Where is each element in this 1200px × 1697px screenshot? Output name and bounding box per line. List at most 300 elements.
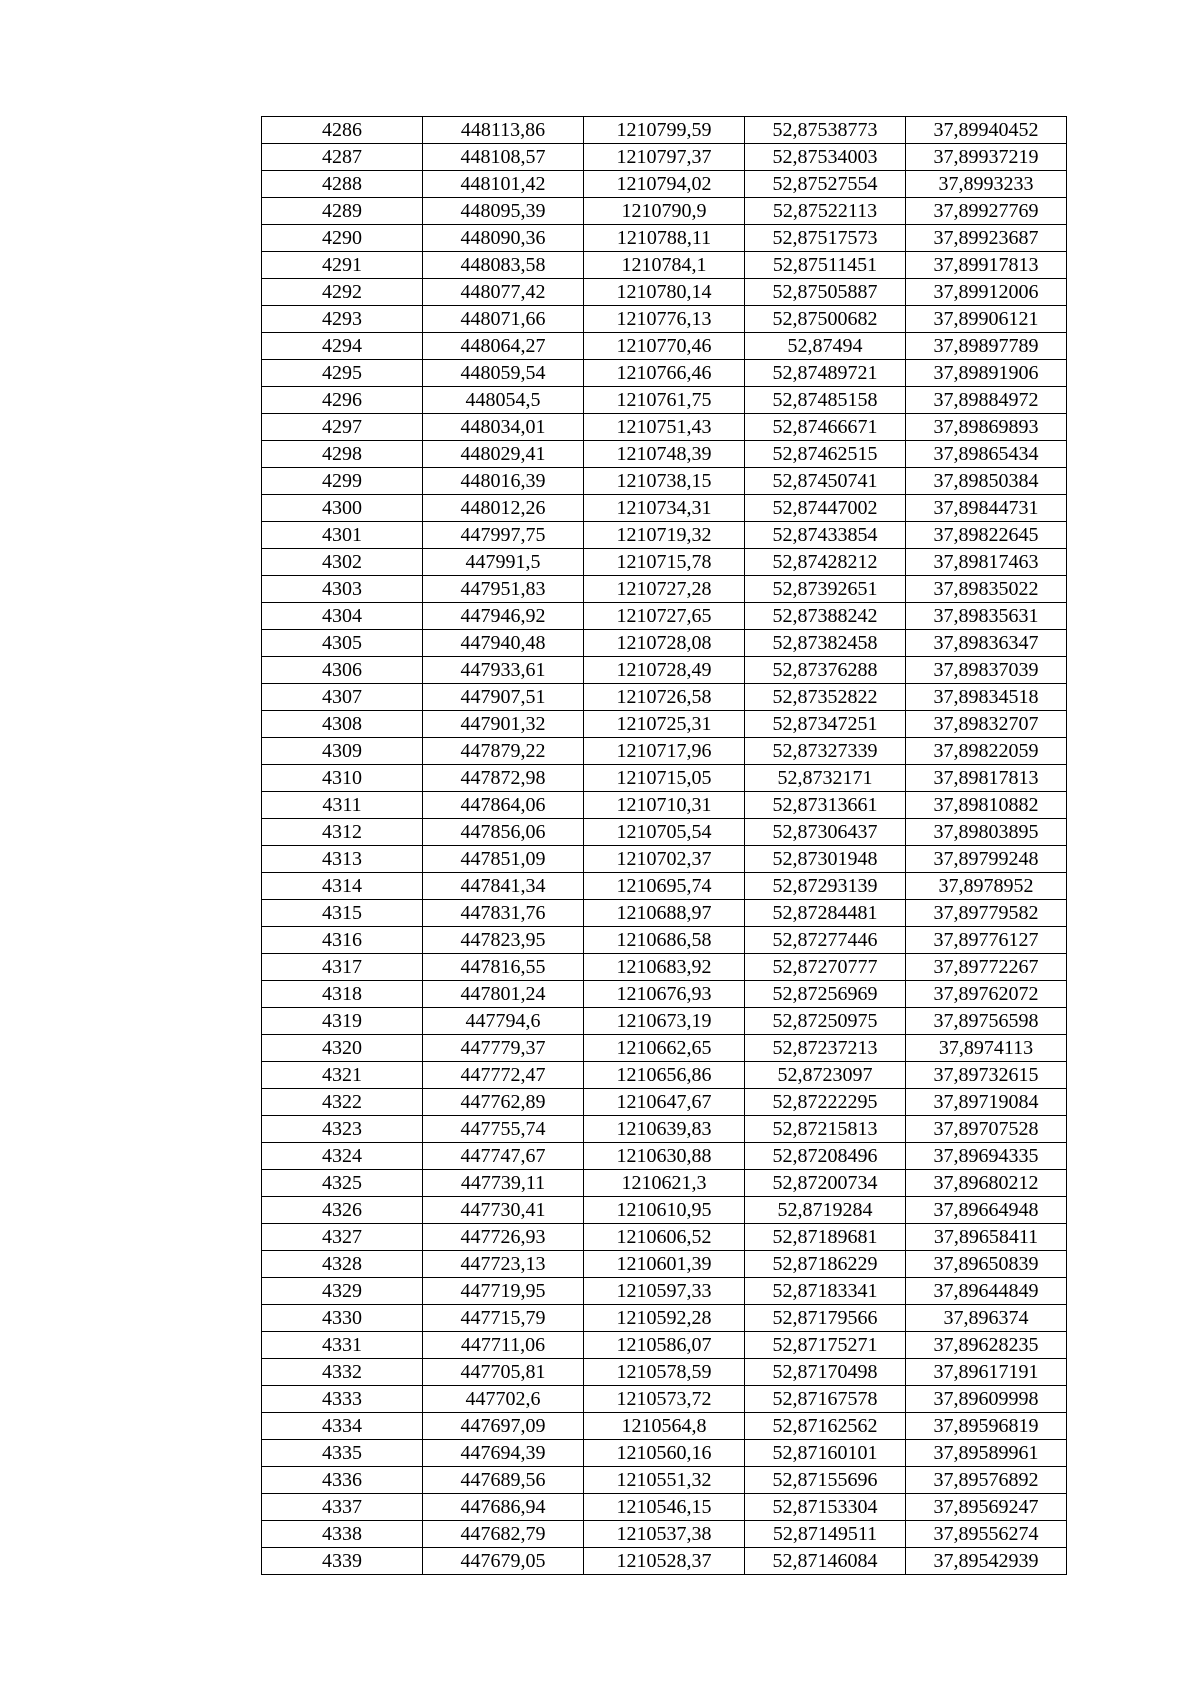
longitude-cell: 37,89835631 (906, 603, 1067, 630)
point-number-cell: 4323 (262, 1116, 423, 1143)
table-row (262, 927, 1067, 954)
y-coordinate-cell: 1210715,78 (584, 549, 745, 576)
x-coordinate-cell: 448108,57 (423, 144, 584, 171)
latitude-cell: 52,87447002 (745, 495, 906, 522)
table-row (262, 1386, 1067, 1413)
table-row (262, 738, 1067, 765)
longitude-cell: 37,89658411 (906, 1224, 1067, 1251)
y-coordinate-cell: 1210797,37 (584, 144, 745, 171)
point-number-cell: 4315 (262, 900, 423, 927)
point-number-cell: 4334 (262, 1413, 423, 1440)
table-row (262, 873, 1067, 900)
longitude-cell: 37,8974113 (906, 1035, 1067, 1062)
x-coordinate-cell: 447747,67 (423, 1143, 584, 1170)
table-row (262, 684, 1067, 711)
latitude-cell: 52,8723097 (745, 1062, 906, 1089)
table-row (262, 225, 1067, 252)
longitude-cell: 37,89912006 (906, 279, 1067, 306)
latitude-cell: 52,87306437 (745, 819, 906, 846)
longitude-cell: 37,89756598 (906, 1008, 1067, 1035)
table-row (262, 279, 1067, 306)
table-row (262, 1170, 1067, 1197)
point-number-cell: 4337 (262, 1494, 423, 1521)
longitude-cell: 37,89707528 (906, 1116, 1067, 1143)
table-row (262, 765, 1067, 792)
longitude-cell: 37,89865434 (906, 441, 1067, 468)
longitude-cell: 37,89937219 (906, 144, 1067, 171)
longitude-cell: 37,89772267 (906, 954, 1067, 981)
point-number-cell: 4290 (262, 225, 423, 252)
y-coordinate-cell: 1210662,65 (584, 1035, 745, 1062)
latitude-cell: 52,87162562 (745, 1413, 906, 1440)
x-coordinate-cell: 448083,58 (423, 252, 584, 279)
longitude-cell: 37,89694335 (906, 1143, 1067, 1170)
y-coordinate-cell: 1210710,31 (584, 792, 745, 819)
latitude-cell: 52,87522113 (745, 198, 906, 225)
latitude-cell: 52,8732171 (745, 765, 906, 792)
latitude-cell: 52,87517573 (745, 225, 906, 252)
latitude-cell: 52,87489721 (745, 360, 906, 387)
x-coordinate-cell: 447755,74 (423, 1116, 584, 1143)
latitude-cell: 52,87527554 (745, 171, 906, 198)
longitude-cell: 37,89810882 (906, 792, 1067, 819)
y-coordinate-cell: 1210610,95 (584, 1197, 745, 1224)
x-coordinate-cell: 447779,37 (423, 1035, 584, 1062)
point-number-cell: 4305 (262, 630, 423, 657)
latitude-cell: 52,87534003 (745, 144, 906, 171)
table-row (262, 414, 1067, 441)
longitude-cell: 37,8978952 (906, 873, 1067, 900)
x-coordinate-cell: 448090,36 (423, 225, 584, 252)
x-coordinate-cell: 447719,95 (423, 1278, 584, 1305)
x-coordinate-cell: 447715,79 (423, 1305, 584, 1332)
y-coordinate-cell: 1210621,3 (584, 1170, 745, 1197)
point-number-cell: 4333 (262, 1386, 423, 1413)
y-coordinate-cell: 1210715,05 (584, 765, 745, 792)
table-row (262, 1413, 1067, 1440)
latitude-cell: 52,87186229 (745, 1251, 906, 1278)
x-coordinate-cell: 447705,81 (423, 1359, 584, 1386)
point-number-cell: 4300 (262, 495, 423, 522)
longitude-cell: 37,89799248 (906, 846, 1067, 873)
point-number-cell: 4332 (262, 1359, 423, 1386)
y-coordinate-cell: 1210751,43 (584, 414, 745, 441)
x-coordinate-cell: 447946,92 (423, 603, 584, 630)
latitude-cell: 52,87485158 (745, 387, 906, 414)
latitude-cell: 52,87208496 (745, 1143, 906, 1170)
x-coordinate-cell: 447933,61 (423, 657, 584, 684)
x-coordinate-cell: 447816,55 (423, 954, 584, 981)
longitude-cell: 37,89836347 (906, 630, 1067, 657)
table-row (262, 549, 1067, 576)
longitude-cell: 37,89596819 (906, 1413, 1067, 1440)
table-row (262, 387, 1067, 414)
latitude-cell: 52,87149511 (745, 1521, 906, 1548)
table-row (262, 171, 1067, 198)
x-coordinate-cell: 447864,06 (423, 792, 584, 819)
point-number-cell: 4316 (262, 927, 423, 954)
point-number-cell: 4335 (262, 1440, 423, 1467)
x-coordinate-cell: 448034,01 (423, 414, 584, 441)
y-coordinate-cell: 1210788,11 (584, 225, 745, 252)
latitude-cell: 52,87215813 (745, 1116, 906, 1143)
point-number-cell: 4286 (262, 117, 423, 144)
latitude-cell: 52,87155696 (745, 1467, 906, 1494)
x-coordinate-cell: 447697,09 (423, 1413, 584, 1440)
point-number-cell: 4309 (262, 738, 423, 765)
point-number-cell: 4303 (262, 576, 423, 603)
y-coordinate-cell: 1210686,58 (584, 927, 745, 954)
point-number-cell: 4304 (262, 603, 423, 630)
table-row (262, 1224, 1067, 1251)
y-coordinate-cell: 1210719,32 (584, 522, 745, 549)
y-coordinate-cell: 1210528,37 (584, 1548, 745, 1575)
x-coordinate-cell: 447991,5 (423, 549, 584, 576)
x-coordinate-cell: 448101,42 (423, 171, 584, 198)
longitude-cell: 37,89844731 (906, 495, 1067, 522)
x-coordinate-cell: 447682,79 (423, 1521, 584, 1548)
x-coordinate-cell: 447730,41 (423, 1197, 584, 1224)
x-coordinate-cell: 447702,6 (423, 1386, 584, 1413)
y-coordinate-cell: 1210728,49 (584, 657, 745, 684)
point-number-cell: 4302 (262, 549, 423, 576)
table-row (262, 1143, 1067, 1170)
latitude-cell: 52,87183341 (745, 1278, 906, 1305)
x-coordinate-cell: 447841,34 (423, 873, 584, 900)
y-coordinate-cell: 1210705,54 (584, 819, 745, 846)
longitude-cell: 37,89576892 (906, 1467, 1067, 1494)
table-row (262, 1251, 1067, 1278)
table-row (262, 360, 1067, 387)
x-coordinate-cell: 447679,05 (423, 1548, 584, 1575)
point-number-cell: 4296 (262, 387, 423, 414)
point-number-cell: 4320 (262, 1035, 423, 1062)
y-coordinate-cell: 1210766,46 (584, 360, 745, 387)
table-row (262, 846, 1067, 873)
table-row (262, 576, 1067, 603)
longitude-cell: 37,89884972 (906, 387, 1067, 414)
longitude-cell: 37,89850384 (906, 468, 1067, 495)
latitude-cell: 52,87382458 (745, 630, 906, 657)
point-number-cell: 4329 (262, 1278, 423, 1305)
longitude-cell: 37,89835022 (906, 576, 1067, 603)
latitude-cell: 52,87494 (745, 333, 906, 360)
table-row (262, 1359, 1067, 1386)
longitude-cell: 37,89556274 (906, 1521, 1067, 1548)
point-number-cell: 4294 (262, 333, 423, 360)
y-coordinate-cell: 1210647,67 (584, 1089, 745, 1116)
latitude-cell: 52,87237213 (745, 1035, 906, 1062)
latitude-cell: 52,87500682 (745, 306, 906, 333)
latitude-cell: 52,87376288 (745, 657, 906, 684)
longitude-cell: 37,89779582 (906, 900, 1067, 927)
y-coordinate-cell: 1210592,28 (584, 1305, 745, 1332)
x-coordinate-cell: 448113,86 (423, 117, 584, 144)
latitude-cell: 52,87388242 (745, 603, 906, 630)
longitude-cell: 37,8993233 (906, 171, 1067, 198)
latitude-cell: 52,87170498 (745, 1359, 906, 1386)
longitude-cell: 37,89664948 (906, 1197, 1067, 1224)
x-coordinate-cell: 447872,98 (423, 765, 584, 792)
table-row (262, 954, 1067, 981)
longitude-cell: 37,89732615 (906, 1062, 1067, 1089)
table-row (262, 1440, 1067, 1467)
point-number-cell: 4317 (262, 954, 423, 981)
point-number-cell: 4330 (262, 1305, 423, 1332)
y-coordinate-cell: 1210726,58 (584, 684, 745, 711)
table-row (262, 1521, 1067, 1548)
y-coordinate-cell: 1210564,8 (584, 1413, 745, 1440)
latitude-cell: 52,87153304 (745, 1494, 906, 1521)
point-number-cell: 4326 (262, 1197, 423, 1224)
table-row (262, 468, 1067, 495)
point-number-cell: 4299 (262, 468, 423, 495)
longitude-cell: 37,89927769 (906, 198, 1067, 225)
x-coordinate-cell: 447831,76 (423, 900, 584, 927)
point-number-cell: 4311 (262, 792, 423, 819)
x-coordinate-cell: 447879,22 (423, 738, 584, 765)
table-row (262, 711, 1067, 738)
x-coordinate-cell: 447907,51 (423, 684, 584, 711)
x-coordinate-cell: 447901,32 (423, 711, 584, 738)
longitude-cell: 37,89834518 (906, 684, 1067, 711)
y-coordinate-cell: 1210784,1 (584, 252, 745, 279)
latitude-cell: 52,87293139 (745, 873, 906, 900)
latitude-cell: 52,87538773 (745, 117, 906, 144)
y-coordinate-cell: 1210794,02 (584, 171, 745, 198)
table-row (262, 198, 1067, 225)
point-number-cell: 4313 (262, 846, 423, 873)
point-number-cell: 4291 (262, 252, 423, 279)
table-row (262, 1494, 1067, 1521)
y-coordinate-cell: 1210776,13 (584, 306, 745, 333)
longitude-cell: 37,89917813 (906, 252, 1067, 279)
latitude-cell: 52,87270777 (745, 954, 906, 981)
point-number-cell: 4314 (262, 873, 423, 900)
latitude-cell: 52,8719284 (745, 1197, 906, 1224)
table-row (262, 306, 1067, 333)
y-coordinate-cell: 1210738,15 (584, 468, 745, 495)
x-coordinate-cell: 448029,41 (423, 441, 584, 468)
table-row (262, 1116, 1067, 1143)
point-number-cell: 4336 (262, 1467, 423, 1494)
table-row (262, 1089, 1067, 1116)
table-row (262, 333, 1067, 360)
point-number-cell: 4301 (262, 522, 423, 549)
table-row (262, 819, 1067, 846)
table-row (262, 1305, 1067, 1332)
latitude-cell: 52,87327339 (745, 738, 906, 765)
latitude-cell: 52,87179566 (745, 1305, 906, 1332)
y-coordinate-cell: 1210676,93 (584, 981, 745, 1008)
latitude-cell: 52,87428212 (745, 549, 906, 576)
longitude-cell: 37,89897789 (906, 333, 1067, 360)
point-number-cell: 4338 (262, 1521, 423, 1548)
point-number-cell: 4339 (262, 1548, 423, 1575)
latitude-cell: 52,87347251 (745, 711, 906, 738)
y-coordinate-cell: 1210727,28 (584, 576, 745, 603)
longitude-cell: 37,89837039 (906, 657, 1067, 684)
latitude-cell: 52,87433854 (745, 522, 906, 549)
latitude-cell: 52,87200734 (745, 1170, 906, 1197)
latitude-cell: 52,87511451 (745, 252, 906, 279)
x-coordinate-cell: 447711,06 (423, 1332, 584, 1359)
table-row (262, 1332, 1067, 1359)
longitude-cell: 37,89719084 (906, 1089, 1067, 1116)
point-number-cell: 4327 (262, 1224, 423, 1251)
table-row (262, 522, 1067, 549)
table-row (262, 603, 1067, 630)
x-coordinate-cell: 447997,75 (423, 522, 584, 549)
y-coordinate-cell: 1210630,88 (584, 1143, 745, 1170)
point-number-cell: 4325 (262, 1170, 423, 1197)
table-row (262, 1035, 1067, 1062)
table-row (262, 792, 1067, 819)
longitude-cell: 37,89822059 (906, 738, 1067, 765)
y-coordinate-cell: 1210695,74 (584, 873, 745, 900)
point-number-cell: 4306 (262, 657, 423, 684)
longitude-cell: 37,89609998 (906, 1386, 1067, 1413)
longitude-cell: 37,89762072 (906, 981, 1067, 1008)
longitude-cell: 37,89940452 (906, 117, 1067, 144)
latitude-cell: 52,87392651 (745, 576, 906, 603)
y-coordinate-cell: 1210673,19 (584, 1008, 745, 1035)
coordinates-table (261, 116, 1067, 1575)
x-coordinate-cell: 447694,39 (423, 1440, 584, 1467)
point-number-cell: 4292 (262, 279, 423, 306)
longitude-cell: 37,89822645 (906, 522, 1067, 549)
latitude-cell: 52,87277446 (745, 927, 906, 954)
table-row (262, 1062, 1067, 1089)
point-number-cell: 4331 (262, 1332, 423, 1359)
longitude-cell: 37,89832707 (906, 711, 1067, 738)
y-coordinate-cell: 1210573,72 (584, 1386, 745, 1413)
table-row (262, 1197, 1067, 1224)
table-row (262, 981, 1067, 1008)
longitude-cell: 37,89891906 (906, 360, 1067, 387)
table-row (262, 144, 1067, 171)
latitude-cell: 52,87175271 (745, 1332, 906, 1359)
table-row (262, 900, 1067, 927)
longitude-cell: 37,89542939 (906, 1548, 1067, 1575)
x-coordinate-cell: 447801,24 (423, 981, 584, 1008)
longitude-cell: 37,89906121 (906, 306, 1067, 333)
latitude-cell: 52,87284481 (745, 900, 906, 927)
latitude-cell: 52,87146084 (745, 1548, 906, 1575)
longitude-cell: 37,89923687 (906, 225, 1067, 252)
x-coordinate-cell: 448077,42 (423, 279, 584, 306)
latitude-cell: 52,87189681 (745, 1224, 906, 1251)
x-coordinate-cell: 447823,95 (423, 927, 584, 954)
point-number-cell: 4287 (262, 144, 423, 171)
x-coordinate-cell: 447951,83 (423, 576, 584, 603)
y-coordinate-cell: 1210727,65 (584, 603, 745, 630)
latitude-cell: 52,87313661 (745, 792, 906, 819)
longitude-cell: 37,89803895 (906, 819, 1067, 846)
y-coordinate-cell: 1210537,38 (584, 1521, 745, 1548)
x-coordinate-cell: 447940,48 (423, 630, 584, 657)
y-coordinate-cell: 1210601,39 (584, 1251, 745, 1278)
point-number-cell: 4295 (262, 360, 423, 387)
point-number-cell: 4307 (262, 684, 423, 711)
y-coordinate-cell: 1210578,59 (584, 1359, 745, 1386)
y-coordinate-cell: 1210748,39 (584, 441, 745, 468)
longitude-cell: 37,89817813 (906, 765, 1067, 792)
y-coordinate-cell: 1210597,33 (584, 1278, 745, 1305)
point-number-cell: 4289 (262, 198, 423, 225)
y-coordinate-cell: 1210790,9 (584, 198, 745, 225)
y-coordinate-cell: 1210799,59 (584, 117, 745, 144)
point-number-cell: 4293 (262, 306, 423, 333)
x-coordinate-cell: 448095,39 (423, 198, 584, 225)
longitude-cell: 37,89817463 (906, 549, 1067, 576)
x-coordinate-cell: 447723,13 (423, 1251, 584, 1278)
x-coordinate-cell: 448012,26 (423, 495, 584, 522)
latitude-cell: 52,87167578 (745, 1386, 906, 1413)
latitude-cell: 52,87222295 (745, 1089, 906, 1116)
x-coordinate-cell: 447726,93 (423, 1224, 584, 1251)
y-coordinate-cell: 1210656,86 (584, 1062, 745, 1089)
latitude-cell: 52,87450741 (745, 468, 906, 495)
x-coordinate-cell: 448016,39 (423, 468, 584, 495)
x-coordinate-cell: 447772,47 (423, 1062, 584, 1089)
y-coordinate-cell: 1210717,96 (584, 738, 745, 765)
y-coordinate-cell: 1210780,14 (584, 279, 745, 306)
longitude-cell: 37,89589961 (906, 1440, 1067, 1467)
x-coordinate-cell: 447856,06 (423, 819, 584, 846)
table-row (262, 1548, 1067, 1575)
x-coordinate-cell: 447686,94 (423, 1494, 584, 1521)
longitude-cell: 37,89644849 (906, 1278, 1067, 1305)
longitude-cell: 37,896374 (906, 1305, 1067, 1332)
latitude-cell: 52,87250975 (745, 1008, 906, 1035)
y-coordinate-cell: 1210639,83 (584, 1116, 745, 1143)
x-coordinate-cell: 447689,56 (423, 1467, 584, 1494)
x-coordinate-cell: 448064,27 (423, 333, 584, 360)
latitude-cell: 52,87160101 (745, 1440, 906, 1467)
x-coordinate-cell: 447762,89 (423, 1089, 584, 1116)
table-row (262, 657, 1067, 684)
table-row (262, 441, 1067, 468)
point-number-cell: 4328 (262, 1251, 423, 1278)
coordinates-table-body (262, 117, 1067, 1575)
x-coordinate-cell: 447794,6 (423, 1008, 584, 1035)
latitude-cell: 52,87505887 (745, 279, 906, 306)
x-coordinate-cell: 448054,5 (423, 387, 584, 414)
point-number-cell: 4312 (262, 819, 423, 846)
longitude-cell: 37,89680212 (906, 1170, 1067, 1197)
y-coordinate-cell: 1210586,07 (584, 1332, 745, 1359)
longitude-cell: 37,89617191 (906, 1359, 1067, 1386)
table-row (262, 630, 1067, 657)
latitude-cell: 52,87301948 (745, 846, 906, 873)
y-coordinate-cell: 1210688,97 (584, 900, 745, 927)
y-coordinate-cell: 1210546,15 (584, 1494, 745, 1521)
table-row (262, 495, 1067, 522)
y-coordinate-cell: 1210702,37 (584, 846, 745, 873)
y-coordinate-cell: 1210683,92 (584, 954, 745, 981)
table-row (262, 1278, 1067, 1305)
x-coordinate-cell: 448071,66 (423, 306, 584, 333)
y-coordinate-cell: 1210560,16 (584, 1440, 745, 1467)
latitude-cell: 52,87256969 (745, 981, 906, 1008)
longitude-cell: 37,89776127 (906, 927, 1067, 954)
point-number-cell: 4324 (262, 1143, 423, 1170)
longitude-cell: 37,89650839 (906, 1251, 1067, 1278)
x-coordinate-cell: 447851,09 (423, 846, 584, 873)
y-coordinate-cell: 1210761,75 (584, 387, 745, 414)
point-number-cell: 4318 (262, 981, 423, 1008)
